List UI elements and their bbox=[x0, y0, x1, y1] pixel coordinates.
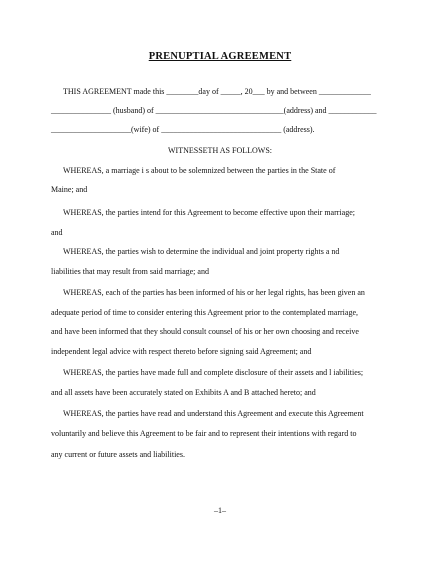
clause-6-line-2: voluntarily and believe this Agreement to be fair and to represent their intentions with regard to bbox=[51, 429, 357, 438]
clause-3-line-1: WHEREAS, the parties wish to determine the individual and joint property rights a nd bbox=[63, 247, 340, 256]
clause-2-line-2: and bbox=[51, 228, 63, 237]
intro-line-1: THIS AGREEMENT made this ________day of _____, 20___ by and between _____________ bbox=[63, 87, 371, 96]
clause-1-line-2: Maine; and bbox=[51, 185, 88, 194]
intro-line-3: ____________________(wife) of ______________________________ (address). bbox=[51, 125, 315, 134]
witnesseth-heading: WITNESSETH AS FOLLOWS: bbox=[168, 146, 272, 155]
intro-line-2: _______________ (husband) of ________________________________(address) and ____________ bbox=[51, 106, 377, 115]
clause-4-line-2: adequate period of time to consider entering this Agreement prior to the contemplated marriage, bbox=[51, 308, 359, 317]
clause-5-line-2: and all assets have been accurately stated on Exhibits A and B attached hereto; and bbox=[51, 388, 316, 397]
clause-6-line-3: any current or future assets and liabilities. bbox=[51, 450, 185, 459]
clause-2-line-1: WHEREAS, the parties intend for this Agreement to become effective upon their marriage; bbox=[63, 208, 355, 217]
clause-4-line-4: independent legal advice with respect thereto before signing said Agreement; and bbox=[51, 347, 312, 356]
clause-3-line-2: liabilities that may result from said marriage; and bbox=[51, 267, 209, 276]
clause-5-line-1: WHEREAS, the parties have made full and complete disclosure of their assets and l iabilities; bbox=[63, 368, 364, 377]
document-title: PRENUPTIAL AGREEMENT bbox=[148, 51, 292, 62]
page-number: –1– bbox=[214, 506, 226, 515]
clause-6-line-1: WHEREAS, the parties have read and understand this Agreement and execute this Agreement bbox=[63, 409, 364, 418]
clause-4-line-1: WHEREAS, each of the parties has been informed of his or her legal rights, has been given an bbox=[63, 288, 365, 297]
clause-1-line-1: WHEREAS, a marriage i s about to be solemnized between the parties in the State of bbox=[63, 166, 336, 175]
clause-4-line-3: and have been informed that they should consult counsel of his or her own choosing and receive bbox=[51, 327, 359, 336]
